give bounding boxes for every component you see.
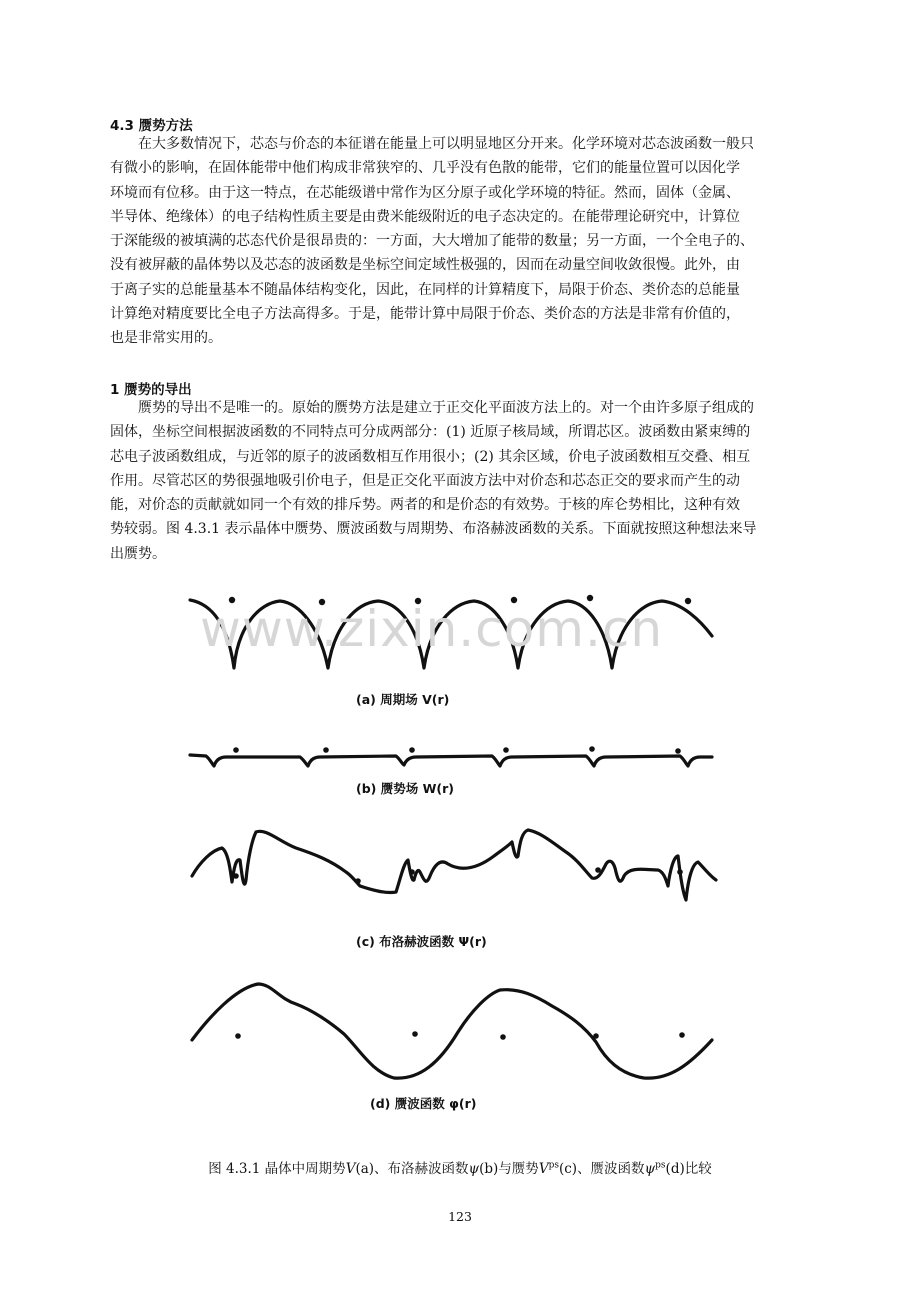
- caption-vps: V: [538, 1161, 549, 1177]
- caption-c: (c): [558, 1161, 578, 1177]
- atom-dot: [233, 747, 239, 753]
- panel-b-label: (b) 赝势场 W(r): [356, 781, 454, 796]
- atom-dot: [679, 1032, 685, 1038]
- atom-dot: [589, 746, 595, 752]
- caption-text-3: 、赝波函数: [577, 1161, 645, 1177]
- bloch-wavefunction-curve: [192, 830, 716, 900]
- panel-c-curve: [192, 830, 716, 900]
- paragraph-line: 固体，坐标空间根据波函数的不同特点可分成两部分：(1) 近原子核局域，所谓芯区。波函数由紧束缚的: [110, 424, 751, 441]
- atom-dot: [355, 878, 361, 884]
- figure-caption: [0, 1157, 920, 1177]
- atom-dot: [412, 1031, 418, 1037]
- caption-ps-1: ps: [548, 1160, 559, 1171]
- paragraph-line: 能，对价态的贡献就如同一个有效的排斥势。两者的和是价态的有效势。于核的库仑势相比，这种有效: [110, 497, 740, 514]
- page-number: 123: [448, 1209, 472, 1224]
- panel-c-label: (c) 布洛赫波函数 Ψ(r): [356, 934, 487, 949]
- section-title: 4.3 赝势方法: [110, 118, 193, 134]
- atom-dot: [409, 747, 415, 753]
- atom-dot: [595, 867, 601, 873]
- panel-d-label: (d) 赝波函数 φ(r): [370, 1096, 477, 1111]
- paragraph-line: 于深能级的被填满的芯态代价是很昂贵的：一方面，大大增加了能带的数量；另一方面，一个全电子的、: [110, 233, 754, 250]
- panel-b-curve: [190, 746, 712, 766]
- atom-dot: [593, 1033, 599, 1039]
- caption-v: V: [345, 1161, 356, 1177]
- panel-a-label: (a) 周期场 V(r): [356, 692, 450, 707]
- paragraph-line: 有微小的影响，在固体能带中他们构成非常狭窄的、几乎没有色散的能带，它们的能量位置可以因化学: [110, 160, 740, 177]
- section-paragraph: [110, 132, 810, 351]
- atom-dot: [675, 748, 681, 754]
- watermark: www.zixin.com.cn: [200, 600, 664, 658]
- paragraph-line: 作用。尽管芯区的势很强地吸引价电子，但是正交化平面波方法中对价态和芯态正交的要求而产生的动: [110, 472, 740, 489]
- caption-psi: ψ: [468, 1161, 480, 1177]
- caption-d: (d): [665, 1161, 685, 1177]
- paragraph-line: 芯电子波函数组成，与近邻的原子的波函数相互作用很小；(2) 其余区域，价电子波函数相互交叠、相互: [110, 448, 751, 465]
- caption-ps-2: ps: [655, 1160, 666, 1171]
- atom-dot: [500, 1034, 506, 1040]
- paragraph-line: 势较弱。图 4.3.1 表示晶体中赝势、赝波函数与周期势、布洛赫波函数的关系。下面就按照这种想法来导: [110, 521, 757, 538]
- figure-4-3-1: [0, 585, 920, 1125]
- panel-d-curve: [192, 984, 712, 1078]
- caption-a: (a): [355, 1161, 375, 1177]
- atom-dot: [235, 1033, 241, 1039]
- paragraph-line: 也是非常实用的。: [110, 330, 222, 347]
- atom-dot: [409, 869, 415, 875]
- caption-text-2: 与赝势: [498, 1161, 539, 1177]
- atom-dot: [233, 873, 239, 879]
- paragraph-line: 计算绝对精度要比全电子方法高得多。于是，能带计算中局限于价态、类价态的方法是非常有价值的，: [110, 306, 740, 323]
- paragraph-line: 赝势的导出不是唯一的。原始的赝势方法是建立于正交化平面波方法上的。对一个由许多原子组成的: [138, 400, 754, 416]
- paragraph-line: 于离子实的总能量基本不随晶体结构变化，因此，在同样的计算精度下，局限于价态、类价态的总能量: [110, 281, 740, 298]
- caption-prefix: 图 4.3.1 晶体中周期势: [208, 1161, 346, 1177]
- paragraph-line: 半导体、绝缘体）的电子结构性质主要是由费米能级附近的电子态决定的。在能带理论研究中，计算位: [110, 208, 740, 225]
- atom-dot: [685, 598, 691, 604]
- caption-psi-2: ψ: [644, 1161, 656, 1177]
- paragraph-line: 出赝势。: [110, 545, 166, 562]
- paragraph-line: 环境而有位移。由于这一特点，在芯能级谱中常作为区分原子或化学环境的特征。然而，固体（金属、: [110, 184, 740, 201]
- atom-dot: [677, 869, 683, 875]
- paragraph-line: 没有被屏蔽的晶体势以及芯态的波函数是坐标空间定域性极强的，因而在动量空间收敛很慢。此外，由: [110, 257, 740, 274]
- subsection-paragraph: [110, 396, 810, 566]
- atom-dot: [503, 747, 509, 753]
- subsection-title: 1 赝势的导出: [110, 382, 192, 398]
- atom-dot: [323, 747, 329, 753]
- pseudopotential-curve: [190, 755, 712, 766]
- pseudo-wavefunction-curve: [192, 984, 712, 1078]
- paragraph-line: 在大多数情况下，芯态与价态的本征谱在能量上可以明显地区分开来。化学环境对芯态波函数一般只: [138, 136, 754, 152]
- caption-text-4: 比较: [684, 1161, 712, 1177]
- caption-b: (b): [479, 1161, 499, 1177]
- caption-text-1: 、布洛赫波函数: [374, 1161, 469, 1177]
